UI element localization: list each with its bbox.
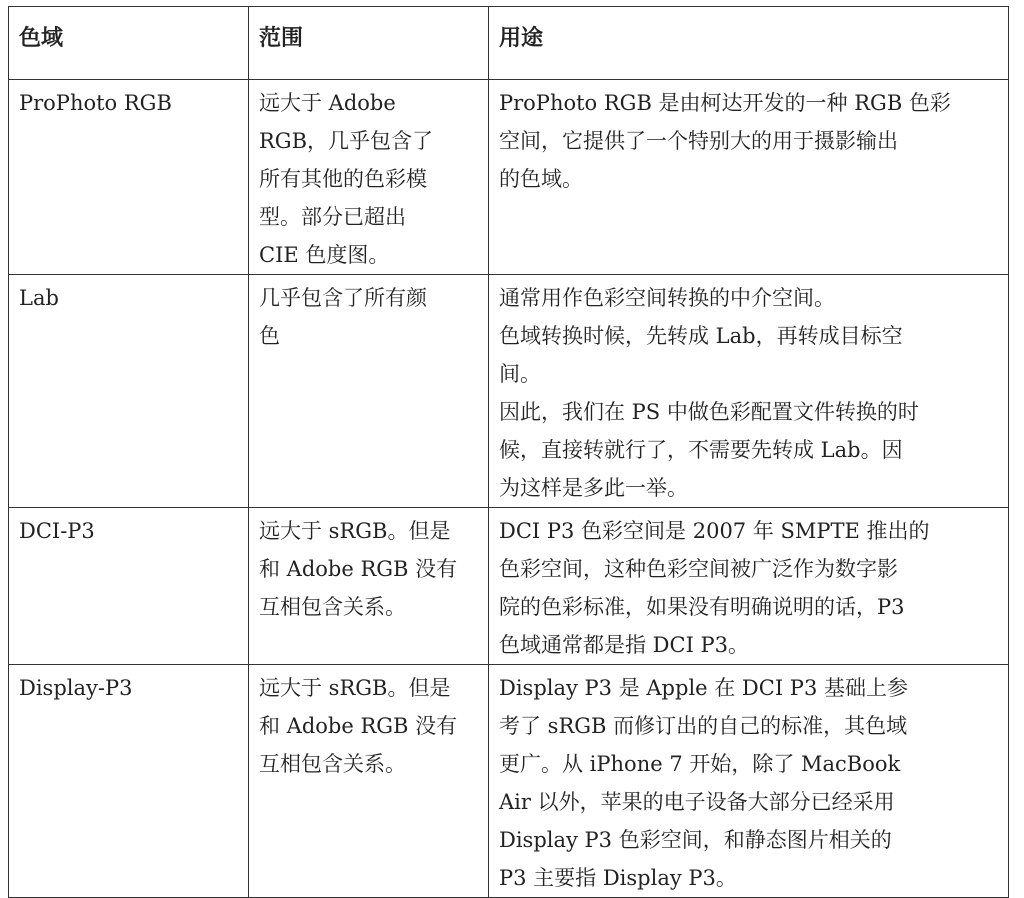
usage-line: 的色域。 — [499, 167, 583, 191]
table-row — [9, 80, 1009, 275]
range-cell — [249, 665, 489, 898]
table-header-row — [9, 7, 1009, 80]
gamut-cell: DCI-P3 — [9, 508, 249, 665]
usage-line: 考了 sRGB 而修订出的自己的标准，其色域 — [499, 714, 908, 738]
gamut-cell: Lab — [9, 275, 249, 508]
usage-line: 院的色彩标准，如果没有明确说明的话，P3 — [499, 595, 905, 619]
cut-off-caption-strip — [0, 870, 1024, 885]
usage-cell — [489, 508, 1009, 665]
gamut-cell: Display-P3 — [9, 665, 249, 898]
range-cell — [249, 80, 489, 275]
usage-line: Display P3 色彩空间，和静态图片相关的 — [499, 828, 892, 852]
usage-cell — [489, 80, 1009, 275]
usage-line: 色域通常都是指 DCI P3。 — [499, 633, 750, 657]
usage-line: DCI P3 色彩空间是 2007 年 SMPTE 推出的 — [499, 519, 930, 543]
table-row — [9, 275, 1009, 508]
range-line: 色 — [259, 324, 280, 348]
range-cell — [249, 275, 489, 508]
range-line: 型。部分已超出 — [259, 205, 406, 229]
range-line: 互相包含关系。 — [259, 752, 406, 776]
usage-line: 色彩空间，这种色彩空间被广泛作为数字影 — [499, 557, 898, 581]
header-gamut: 色域 — [9, 7, 249, 80]
usage-line: 因此，我们在 PS 中做色彩配置文件转换的时 — [499, 400, 919, 424]
usage-line: P3 主要指 Display P3。 — [499, 866, 737, 890]
table-row — [9, 665, 1009, 898]
usage-line: Display P3 是 Apple 在 DCI P3 基础上参 — [499, 676, 908, 700]
range-line: 远大于 sRGB。但是 — [259, 519, 451, 543]
header-range: 范围 — [249, 7, 489, 80]
header-usage: 用途 — [489, 7, 1009, 80]
usage-line: 空间，它提供了一个特别大的用于摄影输出 — [499, 129, 898, 153]
range-line: 和 Adobe RGB 没有 — [259, 714, 458, 738]
range-line: 所有其他的色彩模 — [259, 167, 427, 191]
usage-cell — [489, 665, 1009, 898]
gamut-cell: ProPhoto RGB — [9, 80, 249, 275]
usage-line: 为这样是多此一举。 — [499, 476, 688, 500]
range-line: CIE 色度图。 — [259, 243, 390, 267]
usage-line: 通常用作色彩空间转换的中介空间。 — [499, 286, 835, 310]
usage-line: 间。 — [499, 362, 541, 386]
range-cell — [249, 508, 489, 665]
range-line: 和 Adobe RGB 没有 — [259, 557, 458, 581]
usage-line: 色域转换时候，先转成 Lab，再转成目标空 — [499, 324, 903, 348]
usage-line: 候，直接转就行了，不需要先转成 Lab。因 — [499, 438, 903, 462]
range-line: 远大于 Adobe — [259, 91, 396, 115]
usage-line: ProPhoto RGB 是由柯达开发的一种 RGB 色彩 — [499, 91, 951, 115]
range-line: 远大于 sRGB。但是 — [259, 676, 451, 700]
color-gamut-table — [8, 6, 1009, 898]
usage-cell — [489, 275, 1009, 508]
range-line: 互相包含关系。 — [259, 595, 406, 619]
table-row — [9, 508, 1009, 665]
range-line: 几乎包含了所有颜 — [259, 286, 427, 310]
usage-line: 更广。从 iPhone 7 开始，除了 MacBook — [499, 752, 901, 776]
range-line: RGB，几乎包含了 — [259, 129, 434, 153]
usage-line: Air 以外，苹果的电子设备大部分已经采用 — [499, 790, 895, 814]
